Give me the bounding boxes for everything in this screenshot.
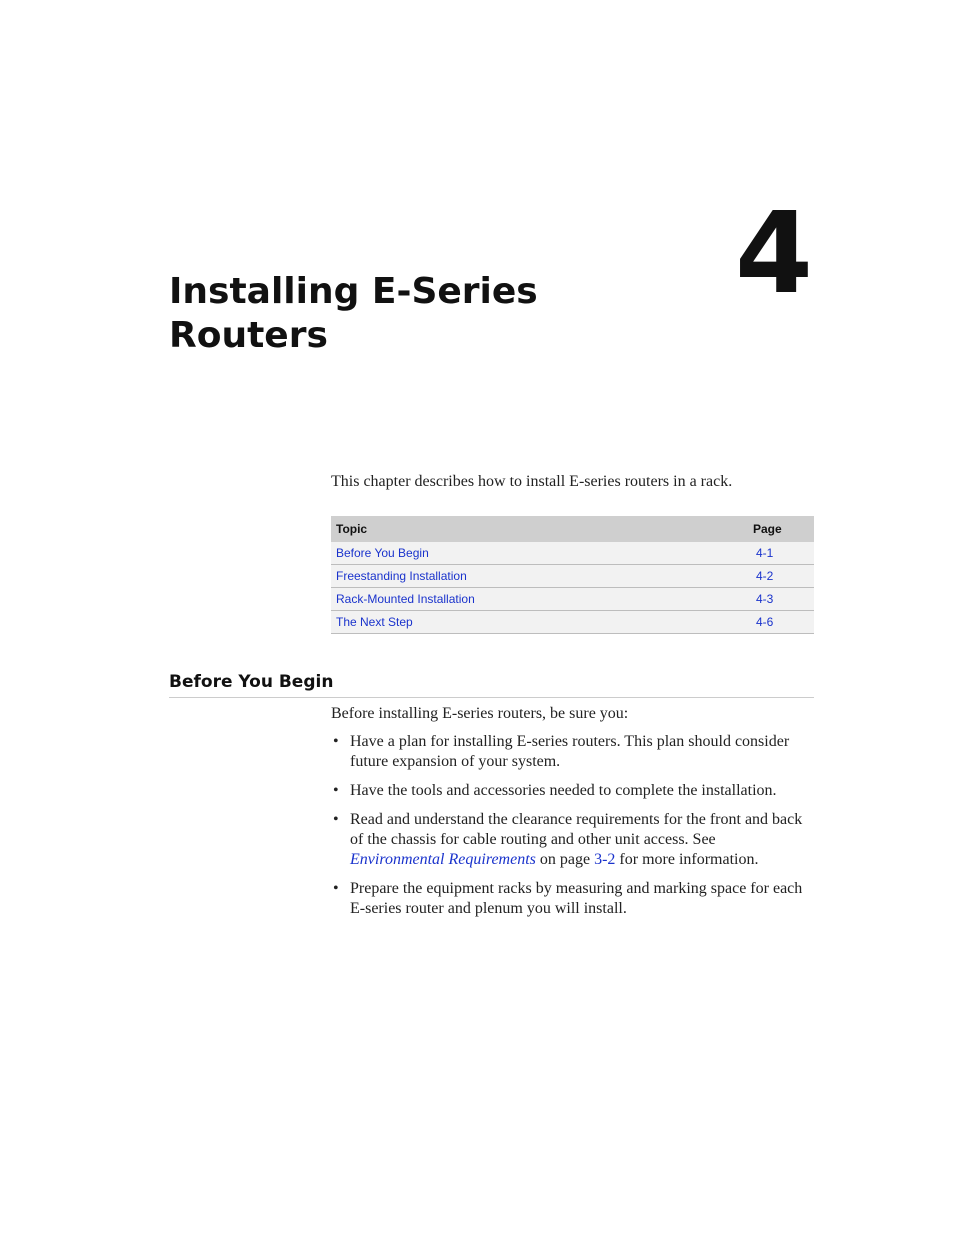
page-link-rack-mounted-installation[interactable]: 4-3 [756,592,774,606]
list-item [331,732,811,772]
topic-table [331,516,814,634]
page-column-header: Page [753,516,814,542]
topic-link-freestanding-installation[interactable]: Freestanding Installation [336,569,467,583]
section-lead-text: Before installing E-series routers, be sure you: [331,705,629,722]
list-item-text: Have the tools and accessories needed to complete the installation. [350,782,777,799]
prerequisite-list [331,732,811,928]
page-link-freestanding-installation[interactable]: 4-2 [756,569,774,583]
section-heading-before-you-begin: Before You Begin [169,671,814,698]
list-item [331,781,811,801]
bullet-icon: • [333,733,339,750]
topic-column-header: Topic [331,516,753,542]
list-item [331,879,811,919]
page-link-the-next-step[interactable]: 4-6 [756,615,774,629]
topic-link-rack-mounted-installation[interactable]: Rack-Mounted Installation [336,592,475,606]
chapter-number: 4 [735,189,813,319]
bullet-icon: • [333,811,339,828]
table-row [331,611,814,634]
environmental-requirements-link[interactable]: Environmental Requirements [350,851,536,868]
bullet-icon: • [333,880,339,897]
topic-link-before-you-begin[interactable]: Before You Begin [336,546,429,560]
list-item [331,810,811,870]
chapter-title: Installing E-Series Routers [169,271,538,356]
list-item-text: Read and understand the clearance requirements for the front and back of the chassis for cable routing and other unit access. See [350,811,803,848]
table-row [331,588,814,611]
topic-table-header-row [331,516,814,542]
page-3-2-link[interactable]: 3-2 [594,851,616,868]
chapter-intro: This chapter describes how to install E-series routers in a rack. [331,473,733,490]
page-link-before-you-begin[interactable]: 4-1 [756,546,774,560]
list-item-text: Have a plan for installing E-series routers. This plan should consider future expansion of your system. [350,733,790,770]
list-item-text: on page [535,851,595,868]
topic-link-the-next-step[interactable]: The Next Step [336,615,413,629]
bullet-icon: • [333,782,339,799]
list-item-text: Prepare the equipment racks by measuring and marking space for each E-series router and plenum you will install. [350,880,803,917]
list-item-text: for more information. [615,851,759,868]
table-row [331,565,814,588]
table-row [331,542,814,565]
